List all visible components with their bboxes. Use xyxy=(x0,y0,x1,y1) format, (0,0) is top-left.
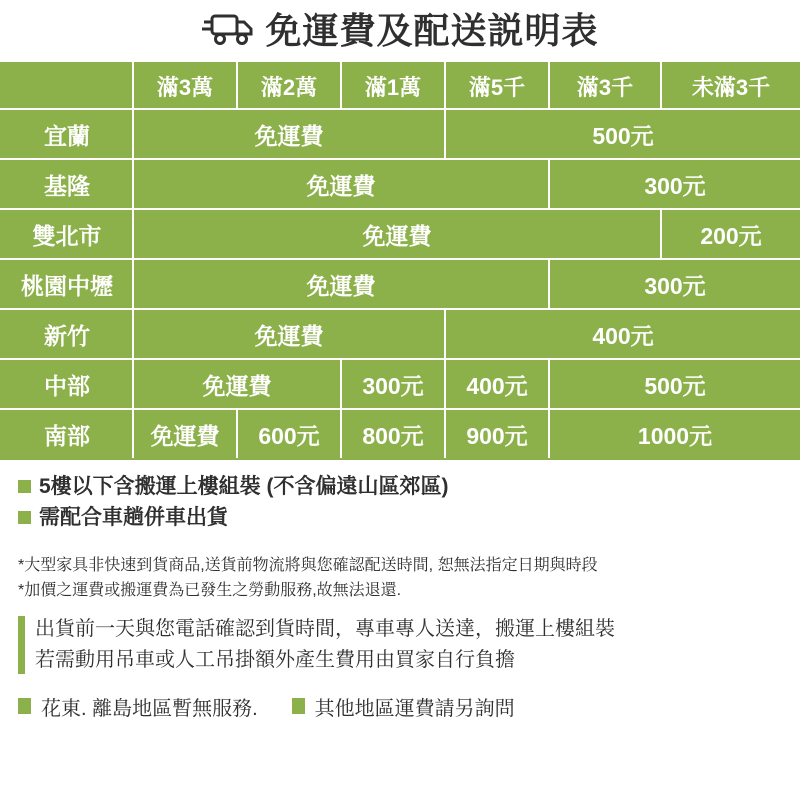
footer-text: 花東. 離島地區暫無服務. xyxy=(41,697,258,720)
table-row xyxy=(1,309,800,359)
table-cell: 800元 xyxy=(341,409,445,459)
column-header: 滿1萬 xyxy=(341,63,445,109)
table-cell: 300元 xyxy=(341,359,445,409)
table-body xyxy=(1,109,800,459)
highlight-text: 出貨前一天與您電話確認到貨時間，專車專人送達，搬運上樓組裝 xyxy=(35,617,615,640)
table-cell: 免運費 xyxy=(133,309,445,359)
highlight-text: 若需動用吊車或人工吊掛額外產生費用由買家自行負擔 xyxy=(35,648,515,671)
row-header-region: 宜蘭 xyxy=(1,109,133,159)
column-header: 滿3千 xyxy=(549,63,661,109)
square-bullet-icon xyxy=(18,698,31,714)
note-text: 5樓以下含搬運上樓組裝 (不含偏遠山區郊區) xyxy=(39,475,449,498)
disclaimer-text: *加價之運費或搬運費為已發生之勞動服務,故無法退還. xyxy=(18,582,402,600)
shipping-fee-table xyxy=(0,62,800,460)
footer-text: 其他地區運費請另詢問 xyxy=(314,697,515,720)
table-row xyxy=(1,109,800,159)
table-header-row xyxy=(1,63,800,109)
notes-section xyxy=(0,460,800,540)
table-cell: 500元 xyxy=(445,109,800,159)
table-corner-cell xyxy=(1,63,133,109)
note-item xyxy=(18,505,800,530)
disclaimer-section xyxy=(0,540,800,606)
table-row xyxy=(1,359,800,409)
table-cell: 400元 xyxy=(445,309,800,359)
table-cell: 免運費 xyxy=(133,109,445,159)
table-row xyxy=(1,209,800,259)
table-cell: 200元 xyxy=(661,209,800,259)
table-cell: 免運費 xyxy=(133,209,661,259)
table-header xyxy=(1,63,800,109)
column-header: 滿5千 xyxy=(445,63,549,109)
column-header: 滿2萬 xyxy=(237,63,341,109)
table-cell: 600元 xyxy=(237,409,341,459)
table-cell: 免運費 xyxy=(133,159,549,209)
page-title-bar xyxy=(0,0,800,62)
row-header-region: 中部 xyxy=(1,359,133,409)
square-bullet-icon xyxy=(18,511,31,524)
table-cell: 400元 xyxy=(445,359,549,409)
row-header-region: 新竹 xyxy=(1,309,133,359)
table-cell: 300元 xyxy=(549,259,800,309)
square-bullet-icon xyxy=(292,698,305,714)
table-cell: 免運費 xyxy=(133,259,549,309)
table-row xyxy=(1,259,800,309)
footer-section xyxy=(0,680,800,721)
truck-icon xyxy=(201,9,255,54)
table-cell: 900元 xyxy=(445,409,549,459)
row-header-region: 南部 xyxy=(1,409,133,459)
table-cell: 免運費 xyxy=(133,359,341,409)
table-row xyxy=(1,409,800,459)
page-title: 免運費及配送説明表 xyxy=(265,10,599,51)
column-header: 未滿3千 xyxy=(661,63,800,109)
note-text: 需配合車趟併車出貨 xyxy=(39,506,228,530)
vertical-bar-accent xyxy=(18,616,25,674)
table-cell: 500元 xyxy=(549,359,800,409)
disclaimer-text: *大型家具非快速到貨商品,送貨前物流將與您確認配送時間, 恕無法指定日期與時段 xyxy=(18,557,598,575)
row-header-region: 雙北市 xyxy=(1,209,133,259)
table-cell: 1000元 xyxy=(549,409,800,459)
highlight-block xyxy=(0,606,800,680)
row-header-region: 基隆 xyxy=(1,159,133,209)
square-bullet-icon xyxy=(18,480,31,493)
note-item xyxy=(18,474,800,499)
column-header: 滿3萬 xyxy=(133,63,237,109)
shipping-table-wrap xyxy=(0,62,800,460)
table-cell: 300元 xyxy=(549,159,800,209)
table-row xyxy=(1,159,800,209)
row-header-region: 桃園中壢 xyxy=(1,259,133,309)
highlight-lines xyxy=(35,616,615,674)
table-cell: 免運費 xyxy=(133,409,237,459)
